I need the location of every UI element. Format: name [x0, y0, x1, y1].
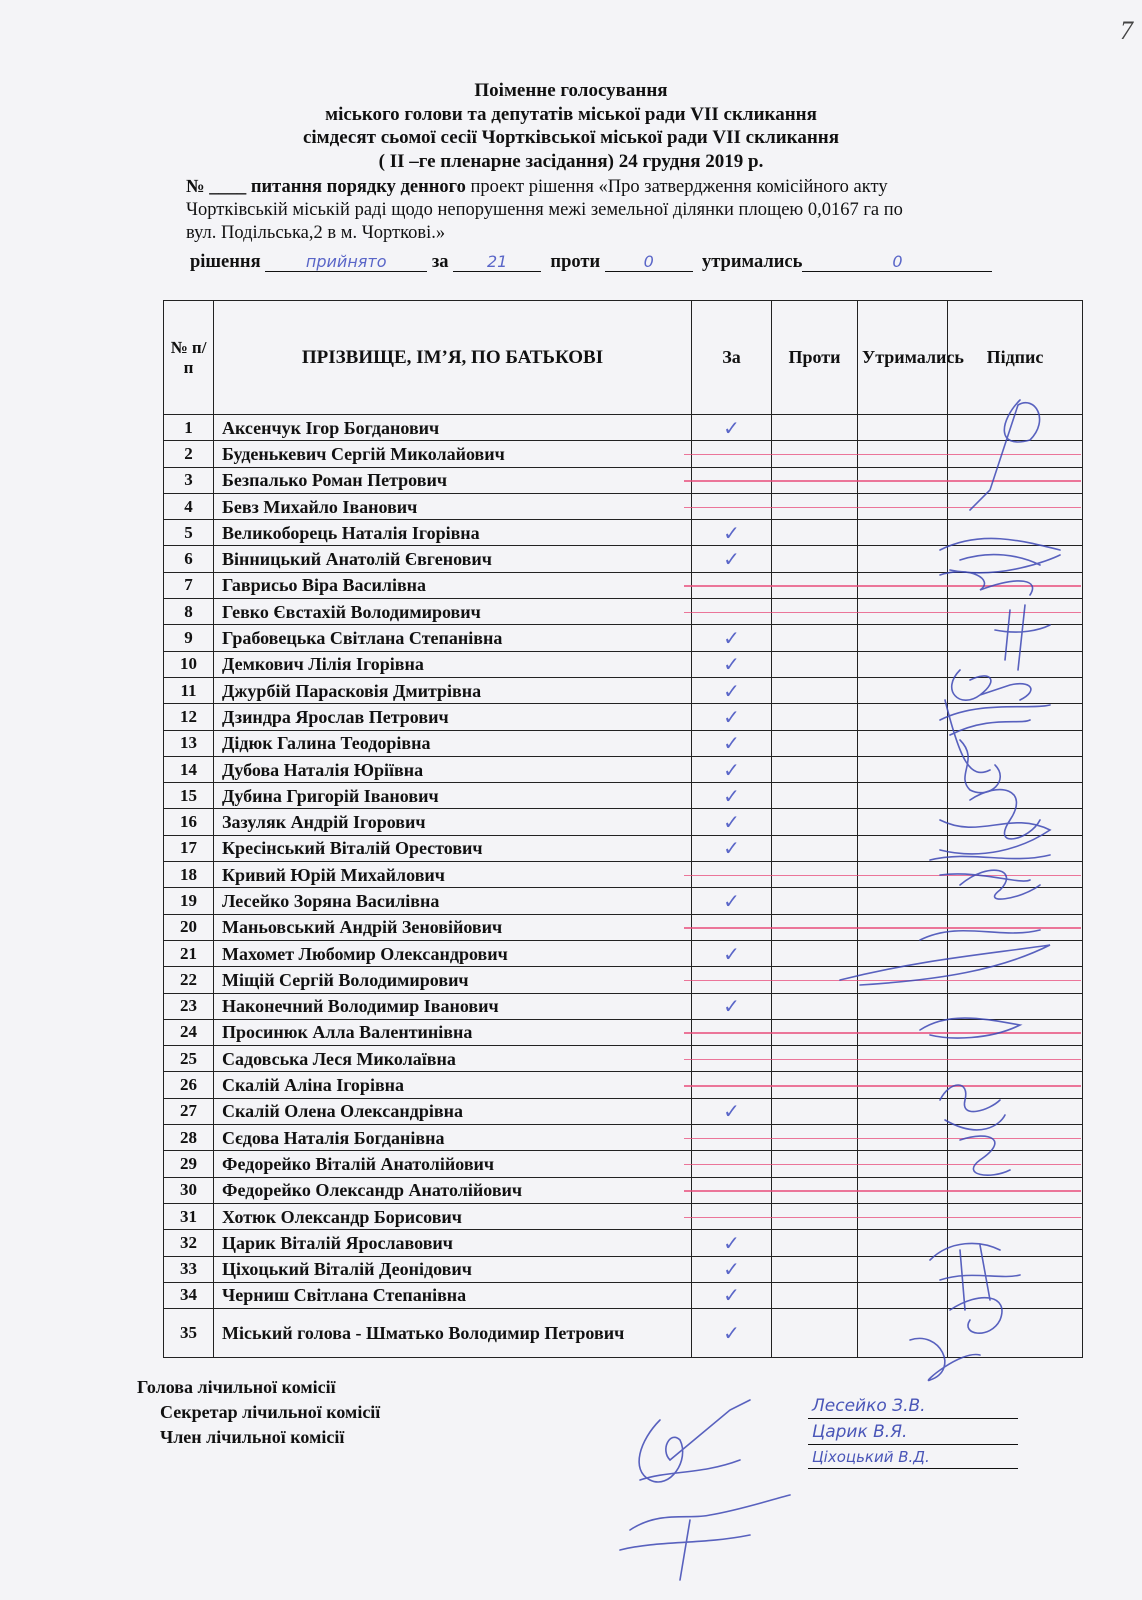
table-row	[164, 520, 1083, 546]
signature-cell	[948, 520, 1083, 546]
col-header-for: За	[692, 301, 772, 415]
signature-cell	[948, 835, 1083, 861]
table-row	[164, 835, 1083, 861]
vote-for-cell: ✓	[692, 835, 772, 861]
member-name: Лесейко Зоряна Василівна	[214, 888, 692, 914]
vote-abstained-cell	[858, 756, 948, 782]
row-number: 15	[164, 783, 214, 809]
vote-for-cell: ✓	[692, 888, 772, 914]
row-number: 8	[164, 599, 214, 625]
table-row	[164, 677, 1083, 703]
vote-for-cell: ✓	[692, 993, 772, 1019]
vote-abstained-cell	[858, 888, 948, 914]
member-name: Вінницький Анатолій Євгенович	[214, 546, 692, 572]
member-name: Грабовецька Світлана Степанівна	[214, 625, 692, 651]
vote-result	[190, 252, 992, 273]
question-text-1: проект рішення «Про затвердження комісійного акту	[465, 177, 888, 197]
member-name: Кресінський Віталій Орестович	[214, 835, 692, 861]
table-row	[164, 940, 1083, 966]
col-header-against: Проти	[772, 301, 858, 415]
row-number: 20	[164, 914, 214, 940]
table-row	[164, 783, 1083, 809]
member-name: Скалій Аліна Ігорівна	[214, 1072, 692, 1098]
row-number: 22	[164, 967, 214, 993]
signature-cell	[948, 888, 1083, 914]
member-name: Федорейко Віталій Анатолійович	[214, 1151, 692, 1177]
vote-against-cell	[772, 730, 858, 756]
member-name: Демкович Лілія Ігорівна	[214, 651, 692, 677]
question-line-3: вул. Подільська,2 в м. Чорткові.»	[186, 223, 446, 243]
vote-for-cell: ✓	[692, 783, 772, 809]
col-header-number: № п/п	[164, 301, 214, 415]
vote-abstained-cell	[858, 704, 948, 730]
row-number: 26	[164, 1072, 214, 1098]
member-name: Ціхоцький В.Д.	[812, 1448, 930, 1466]
row-number: 1	[164, 415, 214, 441]
member-name: Безпалько Роман Петрович	[214, 467, 692, 493]
vote-for-cell: ✓	[692, 756, 772, 782]
member-name: Маньовський Андрій Зеновійович	[214, 914, 692, 940]
against-count: 0	[605, 252, 693, 272]
absence-strike-line	[684, 1138, 1082, 1140]
vote-abstained-cell	[858, 415, 948, 441]
for-label: за	[431, 252, 449, 272]
vote-abstained-cell	[858, 809, 948, 835]
member-name: Просинюк Алла Валентинівна	[214, 1019, 692, 1045]
absence-strike-line	[684, 1190, 1082, 1192]
vote-against-cell	[772, 1309, 858, 1358]
member-name: Великоборець Наталія Ігорівна	[214, 520, 692, 546]
signature-cell	[948, 730, 1083, 756]
table-row	[164, 1230, 1083, 1256]
table-row	[164, 704, 1083, 730]
member-name: Сєдова Наталія Богданівна	[214, 1125, 692, 1151]
row-number: 23	[164, 993, 214, 1019]
member-name: Дубина Григорій Іванович	[214, 783, 692, 809]
absence-strike-line	[684, 875, 1082, 877]
table-row	[164, 1256, 1083, 1282]
chair-label: Голова лічильної комісії	[137, 1377, 336, 1397]
vote-abstained-cell	[858, 1282, 948, 1308]
vote-abstained-cell	[858, 835, 948, 861]
row-number: 18	[164, 862, 214, 888]
vote-abstained-cell	[858, 1098, 948, 1124]
vote-abstained-cell	[858, 940, 948, 966]
signature-cell	[948, 1256, 1083, 1282]
secretary-name: Царик В.Я.	[812, 1422, 908, 1442]
table-row	[164, 1098, 1083, 1124]
member-name: Зазуляк Андрій Ігорович	[214, 809, 692, 835]
member-name: Скалій Олена Олександрівна	[214, 1098, 692, 1124]
member-name-line	[808, 1468, 1018, 1469]
absence-strike-line	[684, 1032, 1082, 1034]
member-name: Ціхоцький Віталій Деонідович	[214, 1256, 692, 1282]
vote-for-cell: ✓	[692, 415, 772, 441]
member-name: Міщій Сергій Володимирович	[214, 967, 692, 993]
for-count: 21	[453, 252, 541, 272]
vote-for-cell: ✓	[692, 940, 772, 966]
decision-label: рішення	[190, 252, 261, 272]
member-name: Гевко Євстахій Володимирович	[214, 599, 692, 625]
abstained-count: 0	[802, 252, 992, 272]
chair-name-line	[808, 1418, 1018, 1419]
row-number: 19	[164, 888, 214, 914]
vote-abstained-cell	[858, 730, 948, 756]
col-header-name: ПРІЗВИЩЕ, ІМ’Я, ПО БАТЬКОВІ	[214, 301, 692, 415]
vote-for-cell: ✓	[692, 1098, 772, 1124]
signature-cell	[948, 1098, 1083, 1124]
vote-for-cell: ✓	[692, 1230, 772, 1256]
member-name: Гаврисьо Віра Василівна	[214, 572, 692, 598]
vote-against-cell	[772, 1256, 858, 1282]
vote-for-cell: ✓	[692, 625, 772, 651]
vote-for-cell: ✓	[692, 1256, 772, 1282]
vote-abstained-cell	[858, 651, 948, 677]
row-number: 25	[164, 1046, 214, 1072]
member-name: Царик Віталій Ярославович	[214, 1230, 692, 1256]
signature-cell	[948, 651, 1083, 677]
table-row	[164, 546, 1083, 572]
vote-abstained-cell	[858, 1230, 948, 1256]
member-name: Хотюк Олександр Борисович	[214, 1203, 692, 1229]
vote-for-cell: ✓	[692, 1282, 772, 1308]
member-name: Садовська Леся Миколаївна	[214, 1046, 692, 1072]
row-number: 16	[164, 809, 214, 835]
absence-strike-line	[684, 1085, 1082, 1087]
question-line-1	[186, 176, 1086, 199]
absence-strike-line	[684, 480, 1082, 482]
decision-value: прийнято	[265, 252, 427, 272]
signature-cell	[948, 704, 1083, 730]
vote-abstained-cell	[858, 625, 948, 651]
doc-title: Поіменне голосування	[474, 80, 668, 101]
row-number: 34	[164, 1282, 214, 1308]
signature-cell	[948, 546, 1083, 572]
chair-signatures	[600, 1380, 810, 1600]
signature-cell	[948, 677, 1083, 703]
vote-against-cell	[772, 809, 858, 835]
row-number: 24	[164, 1019, 214, 1045]
signature-cell	[948, 993, 1083, 1019]
roll-call-table	[163, 300, 1083, 1358]
row-number: 7	[164, 572, 214, 598]
against-label: проти	[550, 252, 601, 272]
table-row	[164, 625, 1083, 651]
member-name: Буденькевич Сергій Миколайович	[214, 441, 692, 467]
vote-abstained-cell	[858, 1256, 948, 1282]
row-number: 11	[164, 677, 214, 703]
member-name: Черниш Світлана Степанівна	[214, 1282, 692, 1308]
member-name: Міський голова - Шматько Володимир Петрович	[214, 1309, 692, 1358]
table-row	[164, 756, 1083, 782]
col-header-signature: Підпис	[948, 301, 1083, 415]
vote-against-cell	[772, 940, 858, 966]
row-number: 32	[164, 1230, 214, 1256]
vote-abstained-cell	[858, 1309, 948, 1358]
row-number: 17	[164, 835, 214, 861]
row-number: 21	[164, 940, 214, 966]
vote-abstained-cell	[858, 520, 948, 546]
signature-cell	[948, 940, 1083, 966]
member-name: Джурбій Парасковія Дмитрівна	[214, 677, 692, 703]
signature-cell	[948, 783, 1083, 809]
member-name: Бевз Михайло Іванович	[214, 493, 692, 519]
question-line-2: Чортківській міській раді щодо непорушення межі земельної ділянки площею 0,0167 га по	[186, 200, 903, 220]
chair-name: Лесейко З.В.	[812, 1396, 926, 1416]
vote-against-cell	[772, 651, 858, 677]
doc-subtitle-3: ( II –ге пленарне засідання) 24 грудня 2019 р.	[378, 151, 764, 172]
vote-against-cell	[772, 415, 858, 441]
vote-for-cell: ✓	[692, 730, 772, 756]
row-number: 10	[164, 651, 214, 677]
col-header-abstained: Утримались	[858, 301, 948, 415]
vote-against-cell	[772, 783, 858, 809]
table-row	[164, 993, 1083, 1019]
table-row	[164, 651, 1083, 677]
row-number: 6	[164, 546, 214, 572]
member-name: Махомет Любомир Олександрович	[214, 940, 692, 966]
member-name: Дзиндра Ярослав Петрович	[214, 704, 692, 730]
row-number: 13	[164, 730, 214, 756]
vote-against-cell	[772, 546, 858, 572]
vote-against-cell	[772, 677, 858, 703]
signature-cell	[948, 809, 1083, 835]
member-name: Дідюк Галина Теодорівна	[214, 730, 692, 756]
absence-strike-line	[684, 612, 1082, 614]
row-number: 2	[164, 441, 214, 467]
vote-against-cell	[772, 1230, 858, 1256]
row-number: 28	[164, 1125, 214, 1151]
absence-strike-line	[684, 927, 1082, 929]
row-number: 31	[164, 1203, 214, 1229]
absence-strike-line	[684, 507, 1082, 509]
vote-for-cell: ✓	[692, 1309, 772, 1358]
page-number: 7	[1120, 16, 1133, 45]
table-row	[164, 888, 1083, 914]
vote-for-cell: ✓	[692, 520, 772, 546]
absence-strike-line	[684, 585, 1082, 587]
vote-against-cell	[772, 1282, 858, 1308]
vote-against-cell	[772, 756, 858, 782]
row-number: 12	[164, 704, 214, 730]
vote-against-cell	[772, 520, 858, 546]
row-number: 3	[164, 467, 214, 493]
question-prefix: № ____ питання порядку денного	[186, 177, 466, 197]
row-number: 14	[164, 756, 214, 782]
table-row	[164, 730, 1083, 756]
vote-for-cell: ✓	[692, 704, 772, 730]
vote-against-cell	[772, 993, 858, 1019]
doc-subtitle-2: сімдесят сьомої сесії Чортківської міської ради VII скликання	[302, 127, 840, 148]
doc-subtitle-1: міського голови та депутатів міської ради VII скликання	[325, 104, 817, 125]
vote-abstained-cell	[858, 677, 948, 703]
member-name: Кривий Юрій Михайлович	[214, 862, 692, 888]
vote-against-cell	[772, 704, 858, 730]
row-number: 9	[164, 625, 214, 651]
vote-for-cell: ✓	[692, 651, 772, 677]
signature-cell	[948, 415, 1083, 441]
vote-abstained-cell	[858, 783, 948, 809]
row-number: 27	[164, 1098, 214, 1124]
member-name: Аксенчук Ігор Богданович	[214, 415, 692, 441]
vote-against-cell	[772, 625, 858, 651]
signature-cell	[948, 625, 1083, 651]
table-row	[164, 809, 1083, 835]
table-row	[164, 1309, 1083, 1358]
member-name: Наконечний Володимир Іванович	[214, 993, 692, 1019]
vote-for-cell: ✓	[692, 677, 772, 703]
signature-cell	[948, 1309, 1083, 1358]
row-number: 30	[164, 1177, 214, 1203]
signature-cell	[948, 756, 1083, 782]
vote-for-cell: ✓	[692, 809, 772, 835]
absence-strike-line	[684, 454, 1082, 456]
row-number: 35	[164, 1309, 214, 1358]
row-number: 33	[164, 1256, 214, 1282]
signature-cell	[948, 1230, 1083, 1256]
absence-strike-line	[684, 1164, 1082, 1166]
absence-strike-line	[684, 1059, 1082, 1061]
secretary-label: Секретар лічильної комісії	[160, 1402, 381, 1422]
secretary-name-line	[808, 1444, 1018, 1445]
member-label: Член лічильної комісії	[160, 1427, 345, 1447]
member-name: Дубова Наталія Юріївна	[214, 756, 692, 782]
vote-abstained-cell	[858, 993, 948, 1019]
vote-against-cell	[772, 888, 858, 914]
vote-against-cell	[772, 1098, 858, 1124]
abstained-label: утримались	[701, 252, 803, 272]
vote-abstained-cell	[858, 546, 948, 572]
table-row	[164, 1282, 1083, 1308]
vote-against-cell	[772, 835, 858, 861]
row-number: 5	[164, 520, 214, 546]
row-number: 4	[164, 493, 214, 519]
absence-strike-line	[684, 1217, 1082, 1219]
absence-strike-line	[684, 980, 1082, 982]
row-number: 29	[164, 1151, 214, 1177]
table-header-row	[164, 301, 1083, 415]
signature-cell	[948, 1282, 1083, 1308]
member-name: Федорейко Олександр Анатолійович	[214, 1177, 692, 1203]
vote-for-cell: ✓	[692, 546, 772, 572]
table-row	[164, 415, 1083, 441]
